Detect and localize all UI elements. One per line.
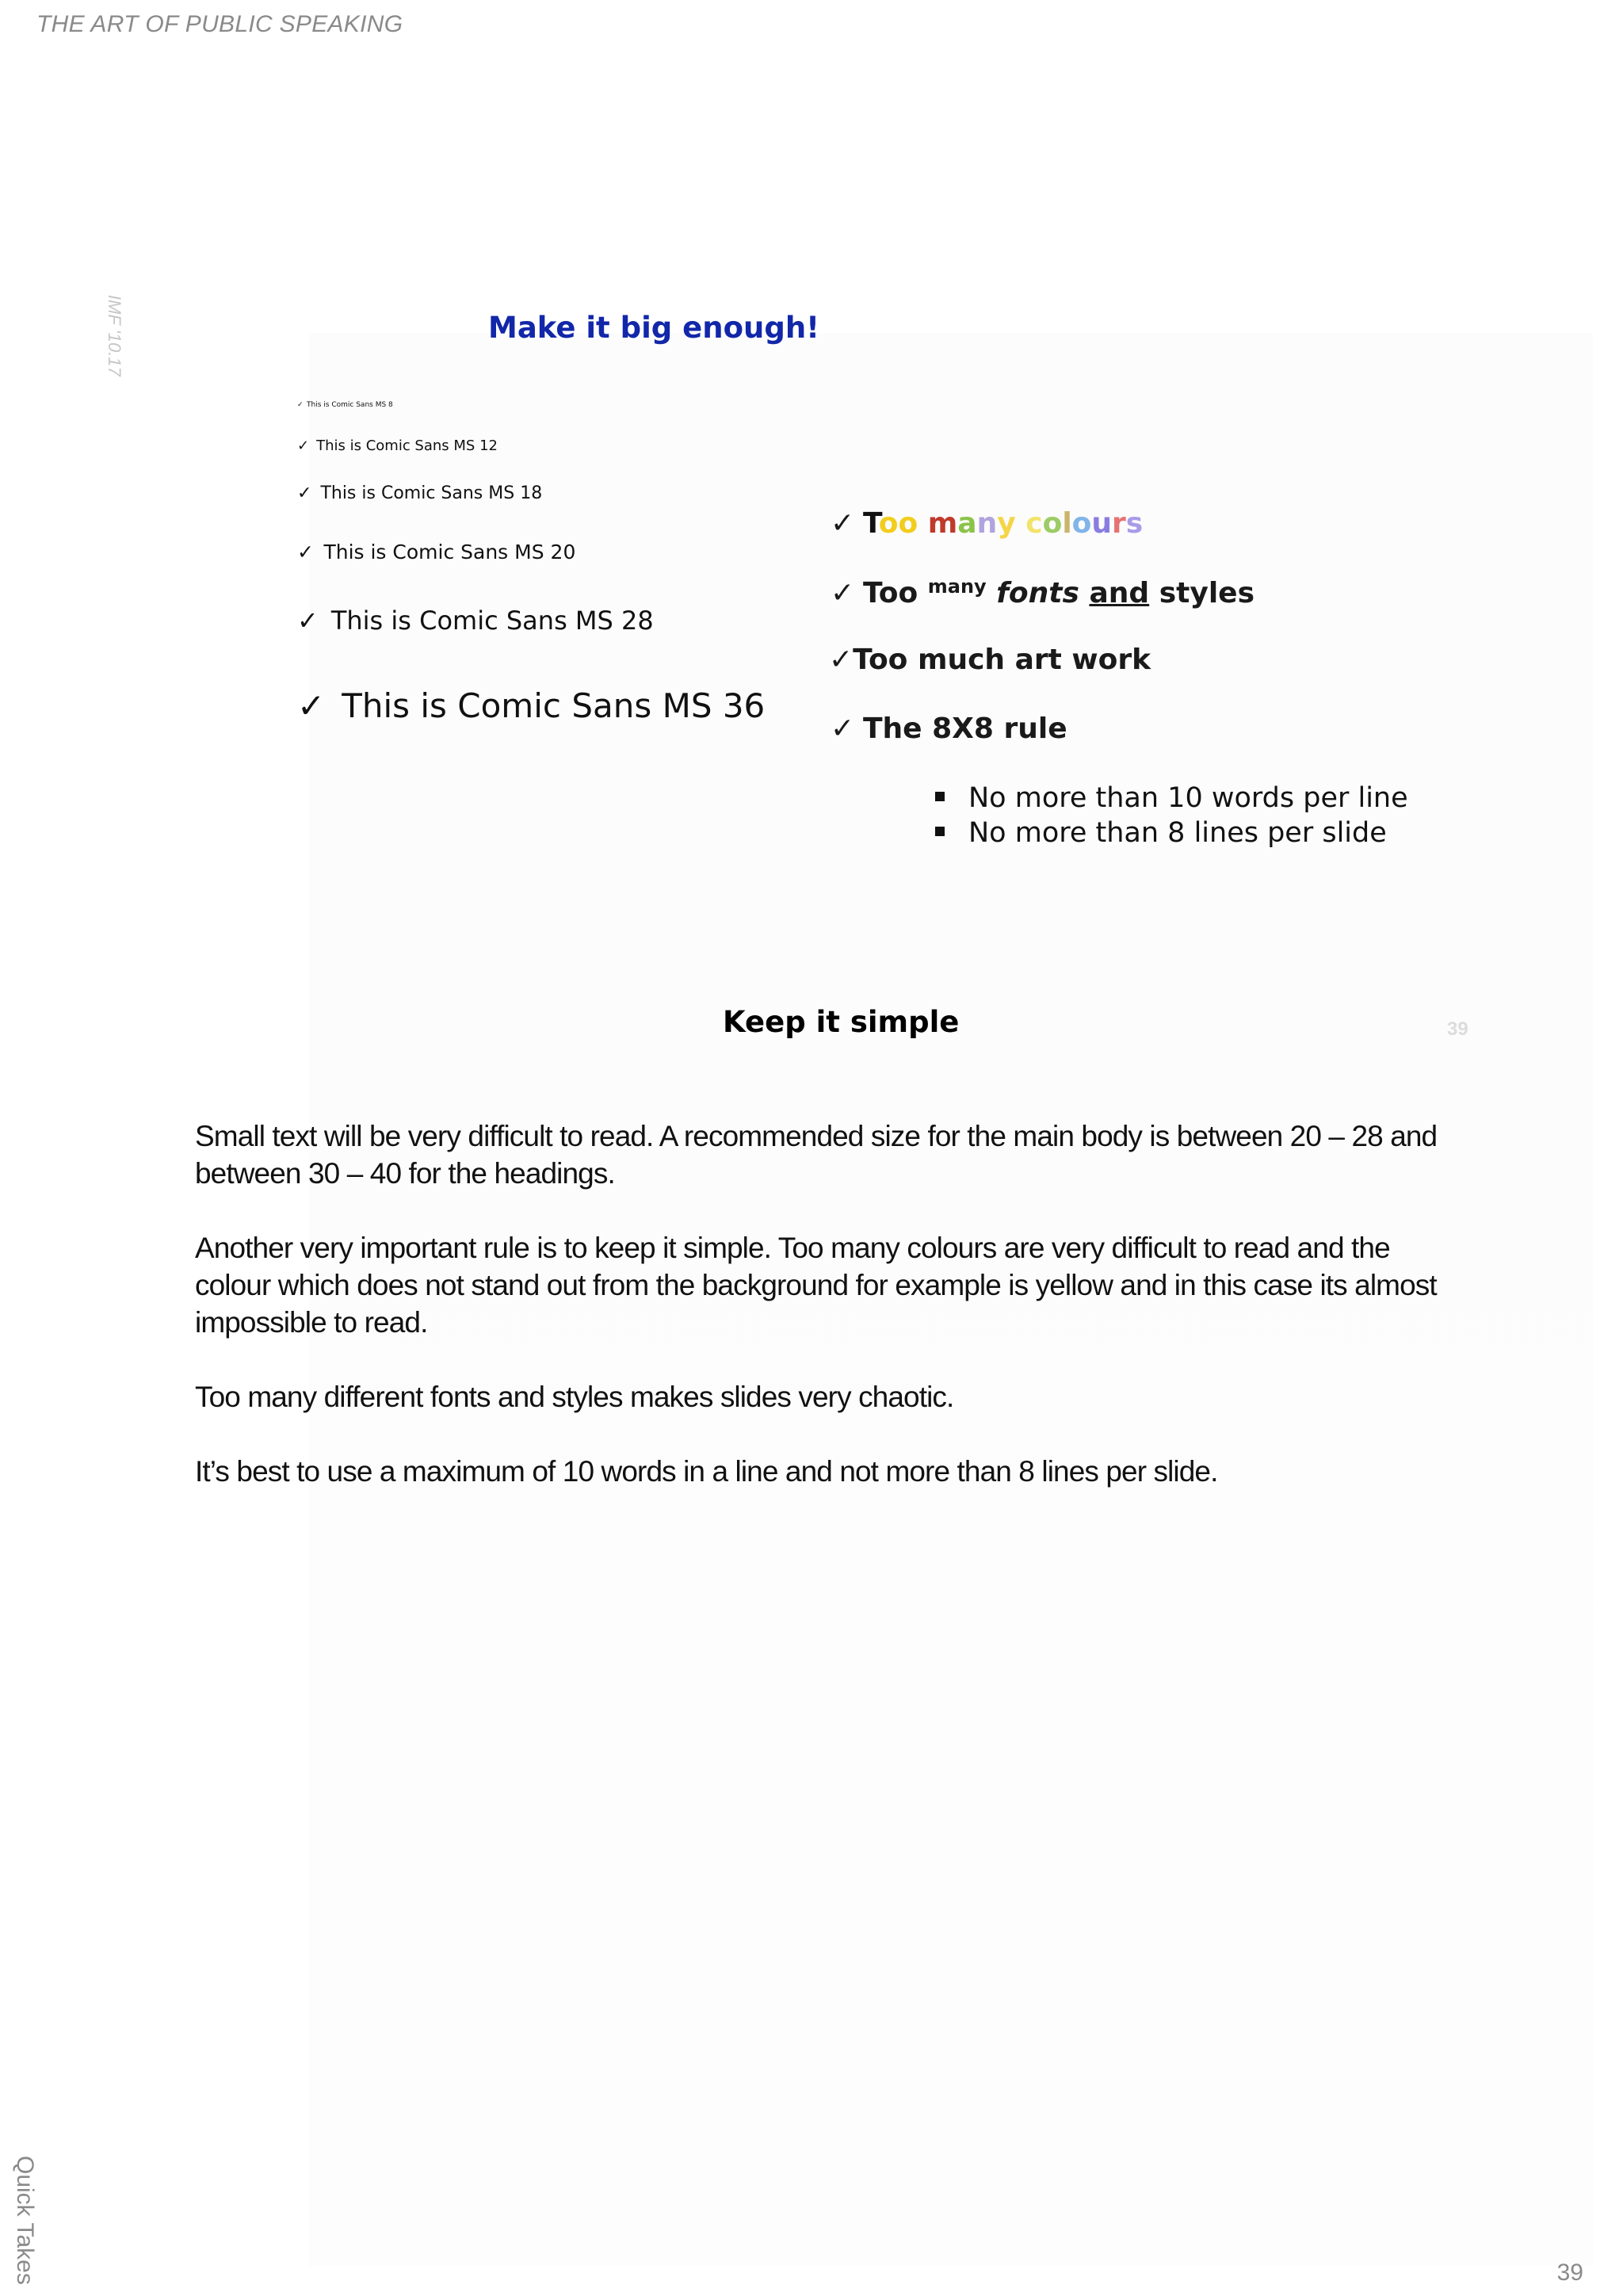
slide-title: Make it big enough! (488, 311, 820, 345)
slide-subheading: Keep it simple (723, 1005, 960, 1039)
colour-letter: c (1025, 507, 1043, 540)
colour-letter: n (976, 507, 998, 540)
font-sample-28: ✓ This is Comic Sans MS 28 (297, 606, 654, 636)
square-bullet-icon (935, 827, 945, 836)
colour-letter: o (878, 507, 899, 540)
font-sample-36: ✓ This is Comic Sans MS 36 (297, 686, 766, 725)
colour-letter: y (997, 507, 1016, 540)
tip-fonts-and-styles: ✓ Too $^{many}$ fonts and styles (831, 575, 1255, 609)
colour-letter: m (927, 507, 958, 540)
slide-tag: IMF '10.17 (105, 295, 124, 376)
body-paragraph: Another very important rule is to keep it simple. Too many colours are very difficult to read and the colour which does not stand out from the background for example is yellow and in this case its almost impossible to read. (195, 1232, 1437, 1339)
side-section-label: Quick Takes (12, 2156, 38, 2285)
running-header: THE ART OF PUBLIC SPEAKING (36, 11, 403, 37)
body-paragraph: Too many different fonts and styles makes slides very chaotic. (195, 1381, 954, 1413)
slide-number: 39 (1447, 1018, 1468, 1040)
colour-letter: u (1091, 507, 1113, 540)
body-text (195, 1117, 1439, 1527)
body-paragraph: Small text will be very difficult to read. A recommended size for the main body is between 20 – 28 and between 30 – 40 for the headings. (195, 1120, 1438, 1190)
body-paragraph: It’s best to use a maximum of 10 words in a line and not more than 8 lines per slide. (195, 1455, 1218, 1488)
colour-letter: l (1062, 507, 1072, 540)
check-icon: ✓ (297, 483, 312, 503)
check-icon: ✓ (297, 437, 310, 454)
check-icon: ✓ (297, 541, 314, 563)
colour-letter: o (898, 507, 918, 540)
check-icon: ✓ (297, 401, 304, 409)
rule-bullet: No more than 10 words per line (935, 782, 1408, 814)
check-icon: ✓ (829, 644, 854, 676)
colour-letter: r (1112, 507, 1126, 540)
colour-letter: o (1071, 507, 1092, 540)
tip-art-work: ✓Too much art work (829, 644, 1151, 676)
font-sample-12: ✓ This is Comic Sans MS 12 (297, 437, 498, 454)
check-icon: ✓ (297, 686, 326, 725)
rule-bullet: No more than 8 lines per slide (935, 817, 1387, 849)
page-number: 39 (1556, 2260, 1583, 2286)
colour-letter (1016, 507, 1026, 540)
check-icon: ✓ (831, 577, 855, 609)
colour-letter: o (1042, 507, 1063, 540)
font-sample-18: ✓ This is Comic Sans MS 18 (297, 483, 543, 503)
font-sample-20: ✓ This is Comic Sans MS 20 (297, 541, 576, 563)
check-icon: ✓ (831, 712, 855, 745)
tip-8x8-rule: ✓ The 8X8 rule (831, 712, 1067, 745)
colour-letter: T (862, 507, 879, 540)
tip-too-many-colours (831, 507, 1143, 540)
colour-letter: a (957, 507, 977, 540)
check-icon: ✓ (831, 507, 855, 540)
check-icon: ✓ (297, 606, 319, 636)
colour-letter (918, 507, 928, 540)
multicolour-text (863, 507, 1143, 540)
font-sample-8: ✓ This is Comic Sans MS 8 (297, 401, 393, 409)
square-bullet-icon (935, 792, 945, 801)
colour-letter: s (1125, 507, 1144, 540)
